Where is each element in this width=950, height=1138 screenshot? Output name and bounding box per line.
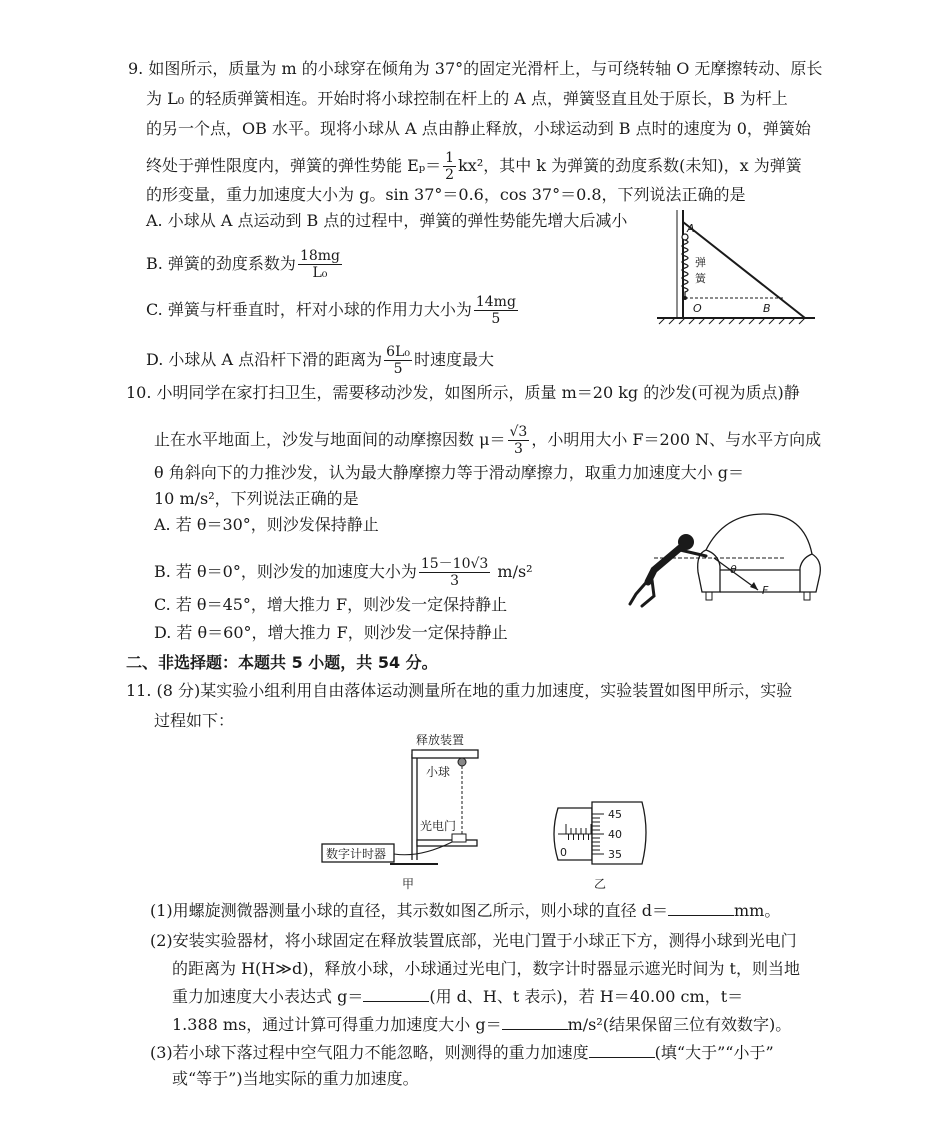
q9-line-3: 的另一个点，OB 水平。现将小球从 A 点由静止释放，小球运动到 B 点时的速度为 0，弹簧始 — [146, 119, 811, 138]
q10-option-b-text: B. 若 θ＝0°，则沙发的加速度大小为 — [154, 562, 417, 581]
release-device — [412, 750, 478, 758]
q10-sofa-figure — [624, 510, 824, 612]
q11-answer-blank-compare[interactable] — [589, 1042, 655, 1058]
q9-energy-fraction — [443, 150, 456, 183]
q11-apparatus-figure — [320, 730, 490, 892]
q9-option-d-post: 时速度最大 — [414, 350, 495, 369]
q10-option-b — [154, 556, 533, 589]
q9-line-4-post: kx²，其中 k 为弹簧的劲度系数(未知)，x 为弹簧 — [458, 156, 802, 175]
q9-incline-figure — [655, 210, 825, 330]
q9-option-c-num: 14mg — [475, 294, 516, 310]
q9-option-b — [146, 248, 344, 281]
q9-option-c-fraction — [474, 294, 518, 327]
q11-part-2-line-3-post: (用 d、H、t 表示)，若 H＝40.00 cm，t＝ — [429, 987, 744, 1006]
label-digital-timer: 数字计时器 — [326, 847, 387, 861]
label-spring-1: 弹 — [695, 256, 706, 269]
label-b: B — [763, 302, 771, 315]
q11-part-3-post: (填“大于”“小于” — [654, 1043, 774, 1062]
q9-option-b-text: B. 弹簧的劲度系数为 — [146, 254, 296, 273]
q9-option-d-num: 6L₀ — [386, 344, 410, 360]
label-spring-2: 簧 — [695, 272, 706, 285]
q11-part-2-line-4 — [172, 1014, 791, 1036]
q11-part-2-line-4-text: 1.388 ms，通过计算可得重力加速度大小 g＝ — [172, 1015, 502, 1034]
q10-option-c: C. 若 θ＝45°，增大推力 F，则沙发一定保持静止 — [154, 595, 508, 614]
label-photogate: 光电门 — [420, 819, 457, 833]
q11-micrometer-figure — [544, 796, 654, 892]
q9-energy-fraction-num: 1 — [445, 150, 455, 166]
q11-part-2-line-3 — [172, 986, 743, 1008]
q11-answer-blank-d[interactable] — [668, 900, 734, 916]
label-theta: θ — [730, 563, 737, 576]
q11-line-2: 过程如下： — [154, 711, 235, 730]
section-2-heading: 二、非选择题：本题共 5 小题，共 54 分。 — [126, 653, 438, 672]
q11-part-1 — [150, 900, 780, 922]
q11-part-2-line-3-text: 重力加速度大小表达式 g＝ — [172, 987, 364, 1006]
q9-line-4-pre: 终处于弹性限度内，弹簧的弹性势能 Eₚ＝ — [146, 156, 442, 175]
q9-line-2: 为 L₀ 的轻质弹簧相连。开始时将小球控制在杆上的 A 点，弹簧竖直且处于原长，B 为杆上 — [146, 89, 788, 108]
q10-line-3: θ 角斜向下的力推沙发，认为最大静摩擦力等于滑动摩擦力，取重力加速度大小 g＝ — [154, 463, 745, 482]
q10-line-4: 10 m/s²，下列说法正确的是 — [154, 489, 359, 508]
q11-part-1-text: (1)用螺旋测微器测量小球的直径，其示数如图乙所示，则小球的直径 d＝ — [150, 901, 668, 920]
q10-line-1: 10. 小明同学在家打扫卫生，需要移动沙发，如图所示，质量 m＝20 kg 的沙发(可视为质点)静 — [126, 383, 800, 402]
q11-line-1: 11. (8 分)某实验小组利用自由落体运动测量所在地的重力加速度，实验装置如图甲所示，实验 — [126, 681, 793, 700]
q11-part-2-line-4-post: m/s²(结果保留三位有效数字)。 — [567, 1015, 792, 1034]
label-release-device: 释放装置 — [416, 733, 465, 747]
q9-option-b-den: L₀ — [312, 265, 328, 281]
label-f: F — [762, 584, 769, 597]
q9-option-d-den: 5 — [393, 361, 403, 377]
photogate — [417, 840, 477, 846]
q11-part-3-line-2: 或“等于”)当地实际的重力加速度。 — [172, 1069, 419, 1088]
q9-line-1: 9. 如图所示，质量为 m 的小球穿在倾角为 37°的固定光滑杆上，与可绕转轴 O 无摩擦转动、原长 — [128, 59, 823, 78]
ball — [458, 758, 466, 766]
q10-line-2-pre: 止在水平地面上，沙发与地面间的动摩擦因数 μ＝ — [154, 430, 506, 449]
label-ball: 小球 — [426, 765, 451, 779]
q9-option-d — [146, 344, 494, 377]
thimble-35: 35 — [608, 848, 622, 861]
q11-answer-blank-g-value[interactable] — [502, 1014, 568, 1030]
label-a: A — [687, 222, 695, 235]
thimble-45: 45 — [608, 808, 622, 821]
q10-option-d: D. 若 θ＝60°，增大推力 F，则沙发一定保持静止 — [154, 623, 508, 642]
q10-option-a: A. 若 θ＝30°，则沙发保持静止 — [154, 515, 379, 534]
q10-mu-den: 3 — [513, 441, 523, 457]
q9-option-d-text: D. 小球从 A 点沿杆下滑的距离为 — [146, 350, 383, 369]
q9-option-b-num: 18mg — [299, 248, 340, 264]
q11-part-1-unit: mm。 — [734, 901, 781, 920]
q10-mu-fraction — [508, 424, 530, 457]
q9-option-a: A. 小球从 A 点运动到 B 点的过程中，弹簧的弹性势能先增大后减小 — [146, 211, 628, 230]
q9-energy-fraction-den: 2 — [445, 167, 455, 183]
sofa-leg-right — [804, 592, 810, 600]
q9-option-b-fraction — [298, 248, 342, 281]
q10-line-2-post: ，小明用大小 F＝200 N、与水平方向成 — [531, 430, 822, 449]
sofa-back — [706, 514, 812, 554]
q10-line-2 — [154, 424, 821, 457]
sleeve-zero: 0 — [560, 846, 567, 859]
q9-option-c-den: 5 — [491, 311, 501, 327]
caption-jia: 甲 — [402, 877, 415, 891]
q9-option-c — [146, 294, 520, 327]
q9-option-d-fraction — [384, 344, 412, 377]
thimble-40: 40 — [608, 828, 622, 841]
q10-mu-num: √3 — [509, 424, 528, 440]
force-arrow-head — [750, 582, 758, 590]
q9-line-4 — [146, 150, 802, 183]
sofa-leg-left — [706, 592, 712, 600]
q9-line-5: 的形变量，重力加速度大小为 g。sin 37°＝0.6，cos 37°＝0.8，下列说法正确的是 — [146, 185, 746, 204]
q11-part-2-line-1: (2)安装实验器材，将小球固定在释放装置底部，光电门置于小球正下方，测得小球到光电门 — [150, 931, 797, 950]
gate-sensor — [452, 834, 466, 842]
q10-option-b-fraction — [419, 556, 490, 589]
q11-answer-blank-g-expr[interactable] — [363, 986, 429, 1002]
person-body — [648, 548, 680, 582]
q10-option-b-den: 3 — [450, 573, 460, 589]
q10-option-b-unit: m/s² — [492, 562, 533, 581]
q9-option-c-text: C. 弹簧与杆垂直时，杆对小球的作用力大小为 — [146, 300, 472, 319]
sofa-right-arm — [800, 554, 820, 592]
q11-part-3-text: (3)若小球下落过程中空气阻力不能忽略，则测得的重力加速度 — [150, 1043, 589, 1062]
q10-option-b-num: 15－10√3 — [420, 556, 489, 572]
label-o: O — [693, 302, 702, 315]
q11-part-2-line-2: 的距离为 H(H≫d)，释放小球，小球通过光电门，数字计时器显示遮光时间为 t，则当地 — [172, 959, 800, 978]
q11-part-3 — [150, 1042, 774, 1064]
caption-yi: 乙 — [594, 877, 607, 891]
pivot — [683, 296, 687, 300]
